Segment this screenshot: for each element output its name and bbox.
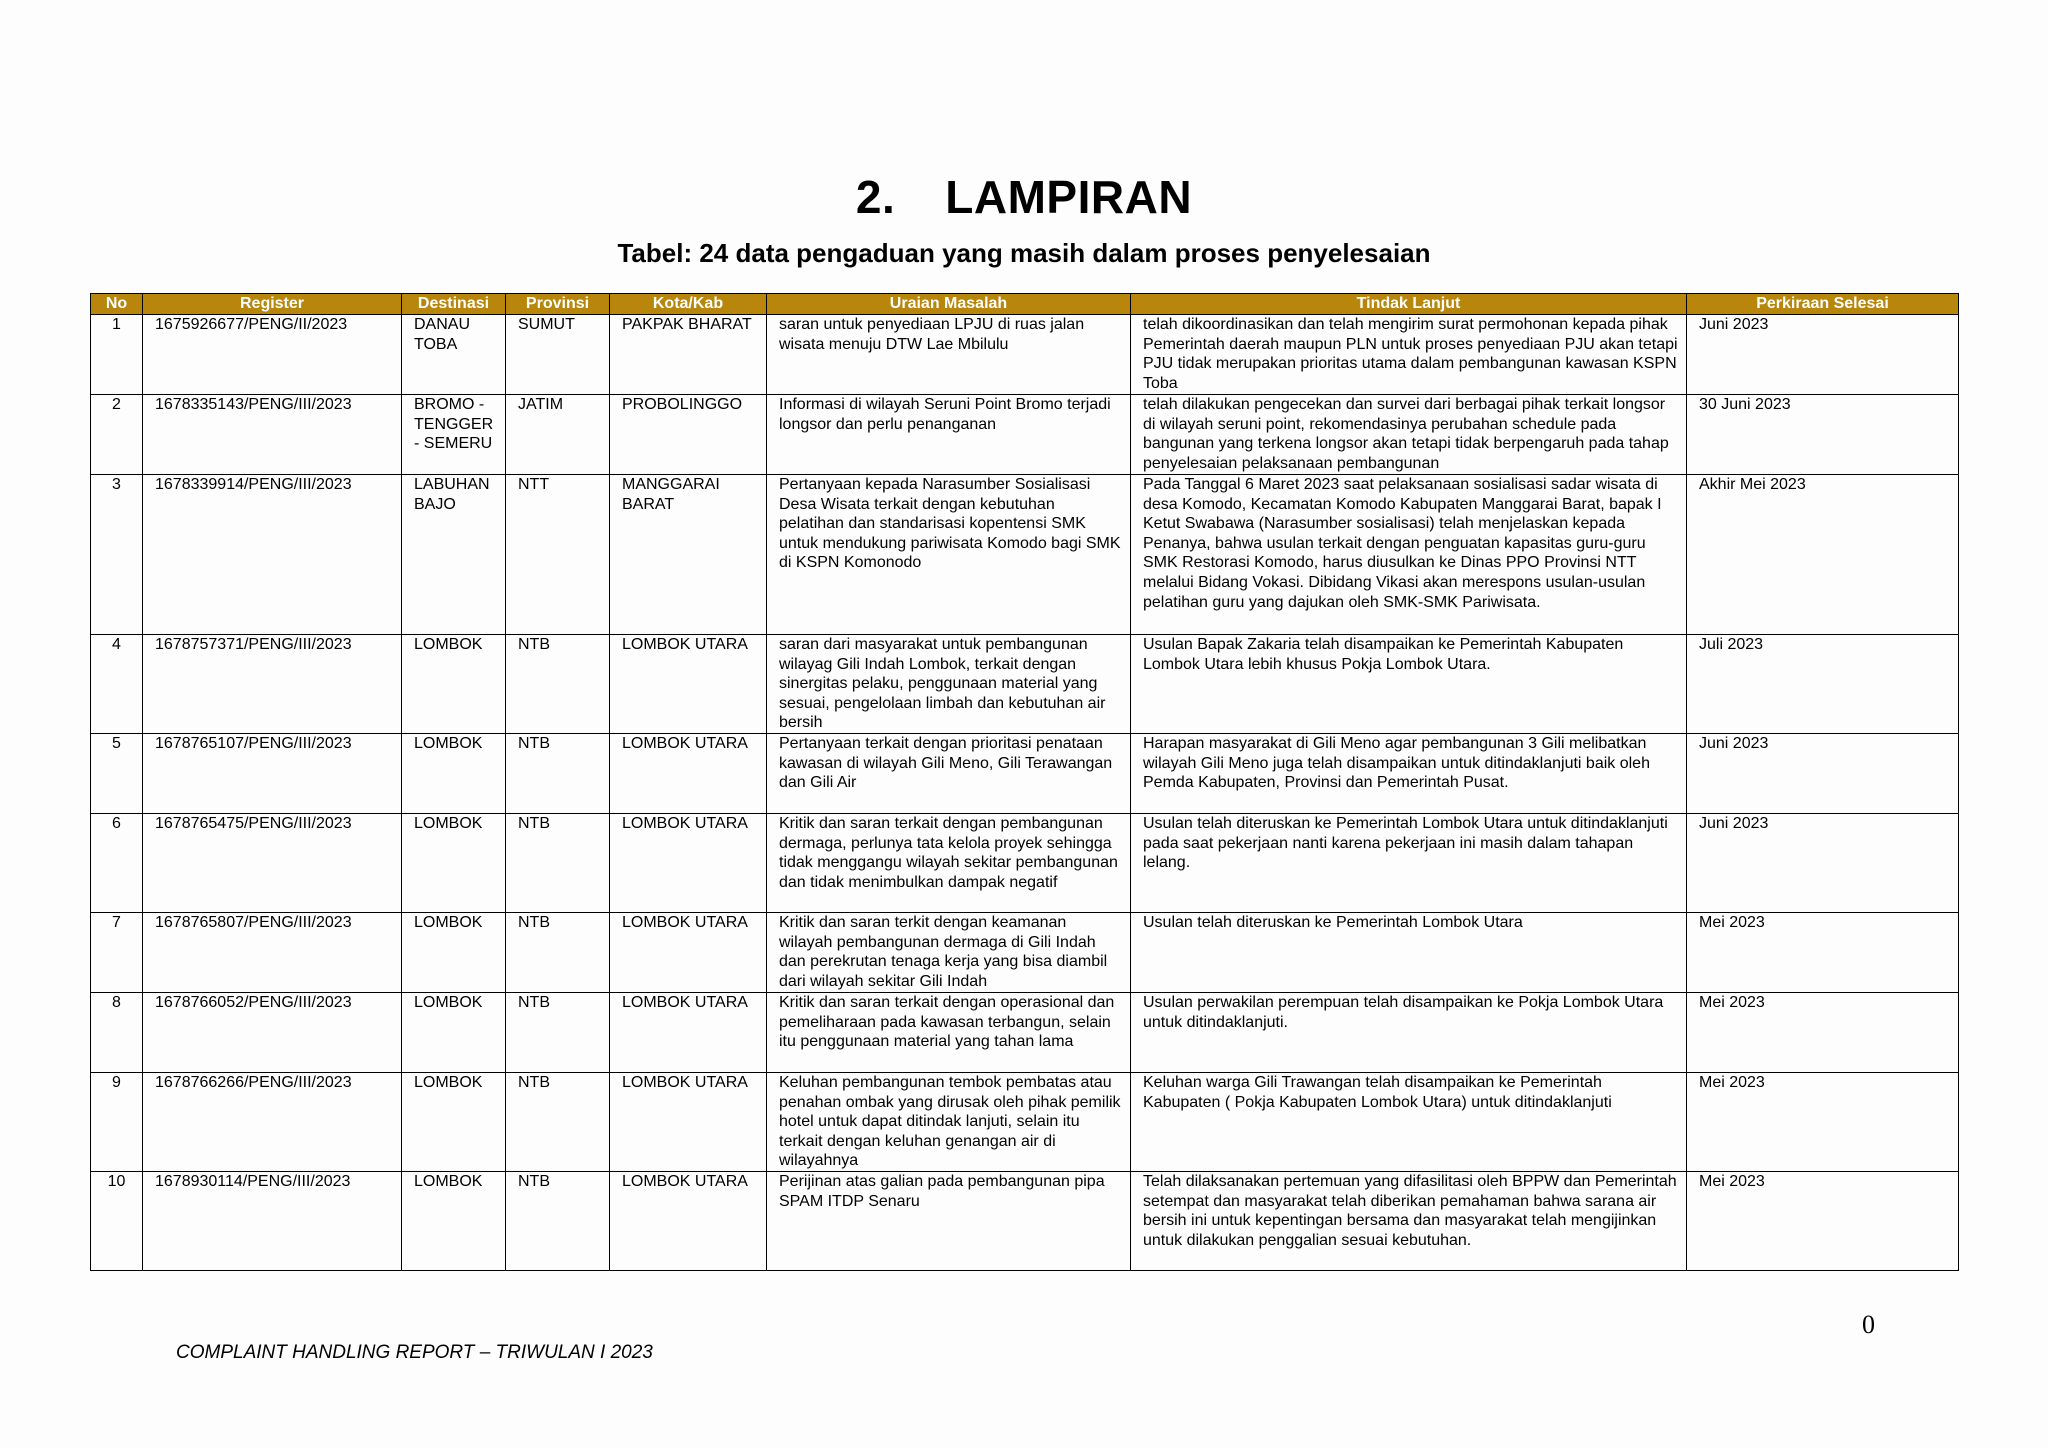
cell-tindak: Harapan masyarakat di Gili Meno agar pembangunan 3 Gili melibatkan wilayah Gili Meno juga telah disampaikan untuk ditindaklanjuti baik oleh Pemda Kabupaten, Provinsi dan Pemerintah Pusat. — [1131, 734, 1687, 814]
cell-kota: LOMBOK UTARA — [610, 814, 767, 913]
cell-tindak: telah dilakukan pengecekan dan survei dari berbagai pihak terkait longsor di wilayah seruni point, rekomendasinya perubahan schedule pada bangunan yang terkena longsor akan tetapi tidak berpengaruh pada tahap penyelesaian pelaksanaan pembangunan — [1131, 395, 1687, 475]
cell-destinasi: LOMBOK — [402, 734, 506, 814]
cell-provinsi: NTB — [506, 1172, 610, 1271]
table-row — [91, 993, 1959, 1073]
cell-register: 1678757371/PENG/III/2023 — [143, 635, 402, 734]
cell-destinasi: LOMBOK — [402, 635, 506, 734]
cell-selesai: Juni 2023 — [1687, 315, 1959, 395]
cell-uraian: saran untuk penyediaan LPJU di ruas jalan wisata menuju DTW Lae Mbilulu — [767, 315, 1131, 395]
cell-kota: LOMBOK UTARA — [610, 1073, 767, 1172]
col-header-no: No — [91, 294, 143, 315]
cell-no: 3 — [91, 475, 143, 635]
cell-kota: PROBOLINGGO — [610, 395, 767, 475]
cell-destinasi: LOMBOK — [402, 913, 506, 993]
cell-no: 4 — [91, 635, 143, 734]
heading-number: 2. — [855, 171, 896, 223]
cell-destinasi: LABUHAN BAJO — [402, 475, 506, 635]
cell-destinasi: LOMBOK — [402, 1073, 506, 1172]
cell-uraian: Kritik dan saran terkit dengan keamanan wilayah pembangunan dermaga di Gili Indah dan perekrutan tenaga kerja yang bisa diambil dari wilayah sekitar Gili Indah — [767, 913, 1131, 993]
cell-provinsi: NTT — [506, 475, 610, 635]
cell-kota: LOMBOK UTARA — [610, 635, 767, 734]
cell-uraian: Kritik dan saran terkait dengan operasional dan pemeliharaan pada kawasan terbangun, selain itu penggunaan material yang tahan lama — [767, 993, 1131, 1073]
table-row — [91, 913, 1959, 993]
cell-register: 1678930114/PENG/III/2023 — [143, 1172, 402, 1271]
cell-provinsi: NTB — [506, 734, 610, 814]
cell-kota: LOMBOK UTARA — [610, 913, 767, 993]
cell-tindak: telah dikoordinasikan dan telah mengirim surat permohonan kepada pihak Pemerintah daerah maupun PLN untuk proses penyediaan PJU akan tetapi PJU tidak merupakan prioritas utama dalam pembangunan kawasan KSPN Toba — [1131, 315, 1687, 395]
page-number: 0 — [1862, 1310, 1875, 1339]
cell-provinsi: NTB — [506, 913, 610, 993]
cell-no: 8 — [91, 993, 143, 1073]
cell-selesai: Mei 2023 — [1687, 1172, 1959, 1271]
footer-report-title: COMPLAINT HANDLING REPORT – TRIWULAN I 2023 — [176, 1342, 653, 1363]
cell-provinsi: NTB — [506, 1073, 610, 1172]
cell-no: 10 — [91, 1172, 143, 1271]
col-header-register: Register — [143, 294, 402, 315]
cell-selesai: Mei 2023 — [1687, 993, 1959, 1073]
cell-provinsi: JATIM — [506, 395, 610, 475]
cell-no: 9 — [91, 1073, 143, 1172]
col-header-provinsi: Provinsi — [506, 294, 610, 315]
cell-no: 1 — [91, 315, 143, 395]
cell-destinasi: LOMBOK — [402, 1172, 506, 1271]
cell-no: 2 — [91, 395, 143, 475]
table-row — [91, 1073, 1959, 1172]
cell-tindak: Telah dilaksanakan pertemuan yang difasilitasi oleh BPPW dan Pemerintah setempat dan masyarakat telah diberikan pemahaman bahwa sarana air bersih ini untuk kepentingan bersama dan masyarakat telah mengijinkan untuk dilakukan penggalian sesuai kebutuhan. — [1131, 1172, 1687, 1271]
cell-kota: MANGGARAI BARAT — [610, 475, 767, 635]
col-header-selesai: Perkiraan Selesai — [1687, 294, 1959, 315]
table-row — [91, 1172, 1959, 1271]
cell-uraian: Pertanyaan terkait dengan prioritasi penataan kawasan di wilayah Gili Meno, Gili Terawangan dan Gili Air — [767, 734, 1131, 814]
table-row — [91, 814, 1959, 913]
cell-selesai: 30 Juni 2023 — [1687, 395, 1959, 475]
cell-selesai: Mei 2023 — [1687, 1073, 1959, 1172]
col-header-tindak: Tindak Lanjut — [1131, 294, 1687, 315]
page-heading — [0, 170, 2048, 224]
cell-uraian: Kritik dan saran terkait dengan pembangunan dermaga, perlunya tata kelola proyek sehingga tidak menggangu wilayah sekitar pembangunan dan tidak menimbulkan dampak negatif — [767, 814, 1131, 913]
table-header-row — [91, 294, 1959, 315]
complaints-table — [90, 293, 1959, 1271]
cell-selesai: Akhir Mei 2023 — [1687, 475, 1959, 635]
cell-uraian: Perijinan atas galian pada pembangunan pipa SPAM ITDP Senaru — [767, 1172, 1131, 1271]
cell-uraian: Pertanyaan kepada Narasumber Sosialisasi Desa Wisata terkait dengan kebutuhan pelatihan dan standarisasi kopentensi SMK untuk mendukung pariwisata Komodo bagi SMK di KSPN Komonodo — [767, 475, 1131, 635]
cell-tindak: Usulan Bapak Zakaria telah disampaikan ke Pemerintah Kabupaten Lombok Utara lebih khusus Pokja Lombok Utara. — [1131, 635, 1687, 734]
cell-provinsi: NTB — [506, 814, 610, 913]
cell-register: 1678339914/PENG/III/2023 — [143, 475, 402, 635]
col-header-destinasi: Destinasi — [402, 294, 506, 315]
cell-register: 1678766266/PENG/III/2023 — [143, 1073, 402, 1172]
cell-provinsi: NTB — [506, 993, 610, 1073]
col-header-kota: Kota/Kab — [610, 294, 767, 315]
table-row — [91, 734, 1959, 814]
table-row — [91, 475, 1959, 635]
cell-destinasi: LOMBOK — [402, 993, 506, 1073]
cell-tindak: Usulan perwakilan perempuan telah disampaikan ke Pokja Lombok Utara untuk ditindaklanjuti. — [1131, 993, 1687, 1073]
cell-tindak: Pada Tanggal 6 Maret 2023 saat pelaksanaan sosialisasi sadar wisata di desa Komodo, Kecamatan Komodo Kabupaten Manggarai Barat, bapak I Ketut Swabawa (Narasumber sosialisasi) telah menjelaskan kepada Penanya, bahwa usulan terkait dengan penguatan kapasitas guru-guru SMK Restorasi Komodo, harus diusulkan ke Dinas PPO Provinsi NTT melalui Bidang Vokasi. Dibidang Vikasi akan merespons usulan-usulan pelatihan guru yang dajukan oleh SMK-SMK Pariwisata. — [1131, 475, 1687, 635]
cell-no: 5 — [91, 734, 143, 814]
cell-register: 1675926677/PENG/II/2023 — [143, 315, 402, 395]
cell-tindak: Usulan telah diteruskan ke Pemerintah Lombok Utara untuk ditindaklanjuti pada saat pekerjaan nanti karena pekerjaan ini masih dalam tahapan lelang. — [1131, 814, 1687, 913]
cell-register: 1678765107/PENG/III/2023 — [143, 734, 402, 814]
cell-destinasi: DANAU TOBA — [402, 315, 506, 395]
cell-tindak: Keluhan warga Gili Trawangan telah disampaikan ke Pemerintah Kabupaten ( Pokja Kabupaten Lombok Utara) untuk ditindaklanjuti — [1131, 1073, 1687, 1172]
table-row — [91, 635, 1959, 734]
cell-register: 1678335143/PENG/III/2023 — [143, 395, 402, 475]
cell-uraian: saran dari masyarakat untuk pembangunan wilayag Gili Indah Lombok, terkait dengan sinergitas pelaku, penggunaan material yang sesuai, pengelolaan limbah dan kebutuhan air bersih — [767, 635, 1131, 734]
cell-no: 6 — [91, 814, 143, 913]
col-header-uraian: Uraian Masalah — [767, 294, 1131, 315]
cell-uraian: Informasi di wilayah Seruni Point Bromo terjadi longsor dan perlu penanganan — [767, 395, 1131, 475]
cell-selesai: Juni 2023 — [1687, 734, 1959, 814]
table-row — [91, 315, 1959, 395]
cell-kota: LOMBOK UTARA — [610, 993, 767, 1073]
cell-register: 1678766052/PENG/III/2023 — [143, 993, 402, 1073]
cell-kota: LOMBOK UTARA — [610, 1172, 767, 1271]
cell-register: 1678765475/PENG/III/2023 — [143, 814, 402, 913]
cell-selesai: Juli 2023 — [1687, 635, 1959, 734]
cell-kota: LOMBOK UTARA — [610, 734, 767, 814]
cell-selesai: Mei 2023 — [1687, 913, 1959, 993]
table-title: Tabel: 24 data pengaduan yang masih dalam proses penyelesaian — [617, 238, 1431, 268]
cell-tindak: Usulan telah diteruskan ke Pemerintah Lombok Utara — [1131, 913, 1687, 993]
cell-uraian: Keluhan pembangunan tembok pembatas atau penahan ombak yang dirusak oleh pihak pemilik hotel untuk dapat ditindak lanjuti, selain itu terkait dengan keluhan genangan air di wilayahnya — [767, 1073, 1131, 1172]
cell-no: 7 — [91, 913, 143, 993]
cell-kota: PAKPAK BHARAT — [610, 315, 767, 395]
cell-destinasi: BROMO - TENGGER - SEMERU — [402, 395, 506, 475]
heading-title: LAMPIRAN — [945, 171, 1193, 223]
cell-selesai: Juni 2023 — [1687, 814, 1959, 913]
table-row — [91, 395, 1959, 475]
cell-provinsi: SUMUT — [506, 315, 610, 395]
cell-destinasi: LOMBOK — [402, 814, 506, 913]
cell-register: 1678765807/PENG/III/2023 — [143, 913, 402, 993]
cell-provinsi: NTB — [506, 635, 610, 734]
